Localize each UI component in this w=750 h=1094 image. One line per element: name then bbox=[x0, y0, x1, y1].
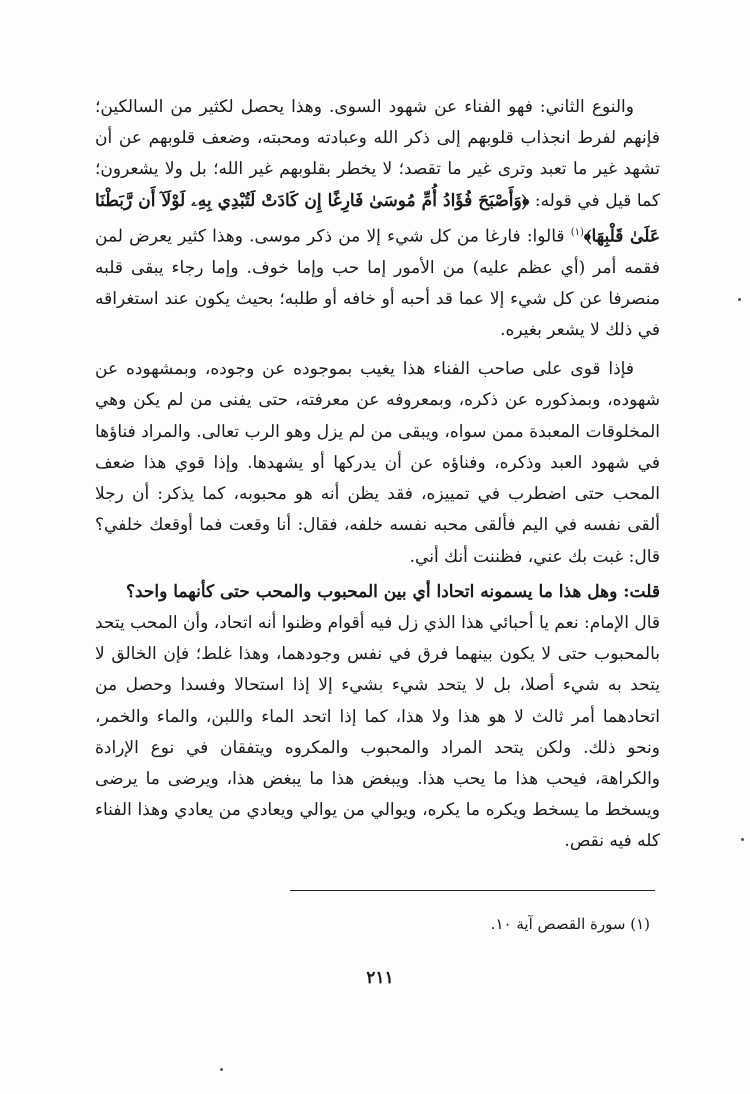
question-heading: قلت: وهل هذا ما يسمونه اتحادا أي بين المحبوب والمحب حتى كأنهما واحد؟ bbox=[125, 581, 660, 602]
paragraph-2: فإذا قوى على صاحب الفناء هذا يغيب بموجوده عن وجوده، وبمشهوده عن شهوده، وبمذكوره عن ذكره، وبمعروفه عن معرفته، حتى يفنى من لم يكن وهي المخلوقات المعبدة ممن سواه، ويبقى من لم يزل وهو الرب تعالى. والمراد فناؤها في شهود العبد وذكره، وفناؤه عن أن يدركها أو يشهدها. وإذا قوي هذا ضعف المحب حتى اضطرب في تمييزه، فقد يظن أنه هو محبوبه، كما يذكر: أن رجلا ألقى نفسه في اليم فألقى محبه نفسه خلفه، فقال: أنا وقعت فما أوقعك خلفي؟ قال: غبت بك عني، فظننت أنك أني. bbox=[95, 359, 660, 567]
scan-speck bbox=[220, 1068, 223, 1071]
scan-speck bbox=[741, 838, 744, 841]
footnote-reference[interactable]: (١) bbox=[570, 226, 584, 238]
quran-verse: ﴿وَأَصْبَحَ فُؤَادُ أُمِّ مُوسَىٰ فَارِغًا إِن كَادَتْ لَتُبْدِي بِهِۦ لَوْلَآ أَن رَّبَطْنَا عَلَىٰ قَلْبِهَا﴾ bbox=[95, 190, 660, 247]
page-number: ٢١١ bbox=[366, 968, 394, 988]
paragraph-1-after: قالوا: فارغا من كل شيء إلا من ذكر موسى. وهذا كثير يعرض لمن فقمه أمر (أي عظم عليه) من الأمور إما حب وإما خوف. وإما رجاء يبقى قلبه منصرفا عن كل شيء إلا عما قد أحبه أو خافه أو طلبه؛ بحيث يكون عند استغراقه في ذلك لا يشعر بغيره. bbox=[95, 226, 660, 341]
page-body bbox=[95, 92, 660, 858]
footnote-divider bbox=[290, 890, 655, 891]
paragraph-1 bbox=[95, 92, 660, 346]
paragraph-1-before: والنوع الثاني: فهو الفناء عن شهود السوى. وهذا يحصل لكثير من السالكين؛ فإنهم لفرط انجذاب قلوبهم إلى ذكر الله وعبادته ومحبته، وضعف قلوبهم عن أن تشهد غير ما تعبد وترى غير ما تقصد؛ لا يخطر بقلوبهم غير الله؛ بل ولا يشعرون؛ كما قيل في قوله: bbox=[95, 97, 660, 211]
scan-speck bbox=[738, 298, 741, 301]
footnote: (١) سورة القصص آية ١٠. bbox=[490, 915, 650, 933]
answer-paragraph: قال الإمام: نعم يا أحبائي هذا الذي زل فيه أقوام وظنوا أنه اتحاد، وأن المحب يتحد بالمحبوب حتى لا يكون بينهما فرق في نفس وجودهما، وهذا غلط؛ فإن الخالق لا يتحد به شيء أصلا، بل لا يتحد شيء بشيء إلا إذا استحالا وفسدا وحصل من اتحادهما أمر ثالث لا هو هذا ولا هذا، كما إذا اتحد الماء واللبن، والماء والخمر، ونحو ذلك. ولكن يتحد المراد والمحبوب والمكروه ويتفقان في نوع الإرادة والكراهة، فيحب هذا ما يحب هذا. ويبغض هذا ما يبغض هذا، ويرضى ما يرضى ويسخط ما يسخط ويكره ما يكره، ويوالي من يوالي ويعادي من يعادي وهذا الفناء كله فيه نقص. bbox=[94, 612, 660, 852]
